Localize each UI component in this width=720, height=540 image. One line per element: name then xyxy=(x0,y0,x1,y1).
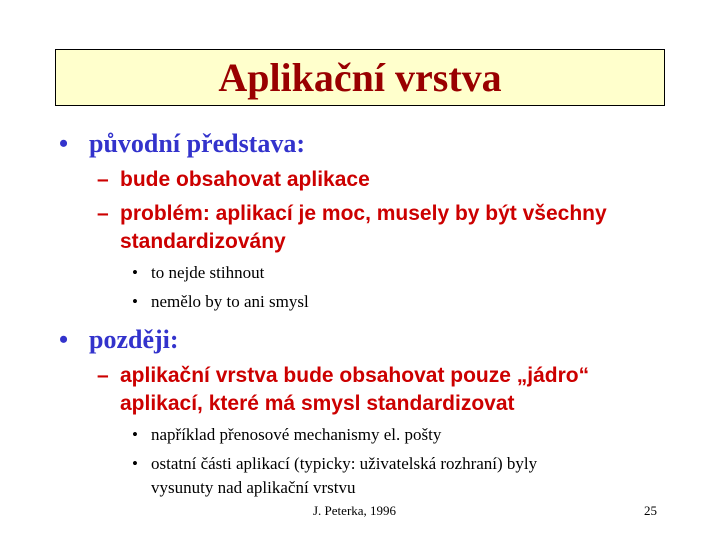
slide-title: Aplikační vrstva xyxy=(218,54,502,100)
point-text: například přenosové mechanismy el. pošty xyxy=(151,425,442,444)
dot-marker: • xyxy=(132,292,138,311)
bullet-original-idea xyxy=(59,129,305,159)
page-number: 25 xyxy=(644,503,657,518)
point-text-line1: ostatní části aplikací (typicky: uživatelská rozhraní) byly xyxy=(151,454,538,473)
point-email-mechanisms xyxy=(132,425,442,445)
title-box xyxy=(55,49,665,106)
bullet-text: později: xyxy=(89,325,179,354)
subitem-contain-apps xyxy=(97,168,370,192)
point-text: to nejde stihnout xyxy=(151,263,265,282)
dot-marker: • xyxy=(132,425,138,444)
dot-marker: • xyxy=(132,454,138,473)
footer-author: J. Peterka, 1996 xyxy=(313,503,397,518)
subitem-problem-continuation xyxy=(120,230,286,254)
dash-marker: – xyxy=(97,202,109,225)
point-other-parts xyxy=(132,454,538,474)
point-cannot-keep-up xyxy=(132,263,265,283)
dash-marker: – xyxy=(97,168,109,191)
subitem-app-layer-core-continuation xyxy=(120,392,515,416)
point-text: nemělo by to ani smysl xyxy=(151,292,309,311)
bullet-marker: • xyxy=(59,325,69,354)
subitem-text-line2: standardizovány xyxy=(120,230,286,253)
dot-marker: • xyxy=(132,263,138,282)
subitem-problem xyxy=(97,202,607,226)
bullet-later xyxy=(59,325,179,355)
subitem-app-layer-core xyxy=(97,364,590,388)
subitem-text-line1: problém: aplikací je moc, musely by být všechny xyxy=(120,202,607,225)
point-other-parts-continuation xyxy=(151,478,355,498)
bullet-text: původní představa: xyxy=(89,129,305,158)
dash-marker: – xyxy=(97,364,109,387)
subitem-text-line1: aplikační vrstva bude obsahovat pouze „jádro“ xyxy=(120,364,590,387)
point-text-line2: vysunuty nad aplikační vrstvu xyxy=(151,478,356,497)
point-no-sense xyxy=(132,292,309,312)
subitem-text-line2: aplikací, které má smysl standardizovat xyxy=(120,392,515,415)
bullet-marker: • xyxy=(59,129,69,158)
subitem-text: bude obsahovat aplikace xyxy=(120,168,370,191)
